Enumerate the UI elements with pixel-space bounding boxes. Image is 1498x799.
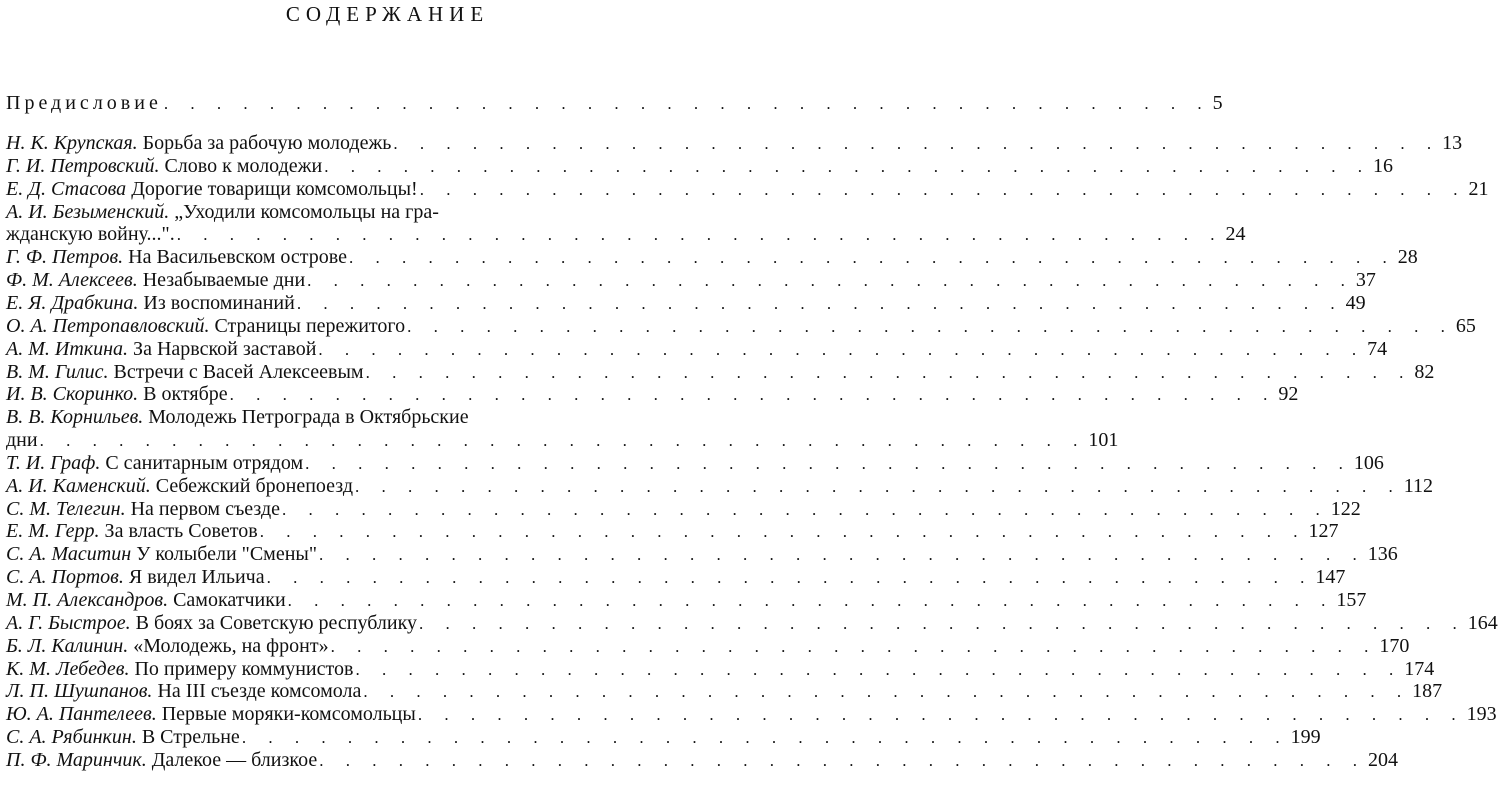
toc-entry-page: 187 [1412, 680, 1443, 702]
toc-entry-page: 136 [1367, 543, 1398, 565]
toc-entry [6, 475, 1434, 497]
toc-entry-page: 37 [1355, 269, 1376, 291]
toc-entry-text [6, 498, 280, 520]
toc-entry [6, 406, 674, 428]
toc-entry-author: В. М. Гилис. [6, 361, 109, 383]
dot-leader: . . . . . . . . . . . . . . . . . . . . . . . . . . . . . . . . . . . . . . . . [259, 522, 1307, 541]
toc-entry-author: Б. Л. Калинин. [6, 635, 129, 657]
toc-entry-page: 24 [1225, 223, 1246, 245]
dot-leader: . . . . . . . . . . . . . . . . . . . . . . . . . . . . . . . . . . . . . . . . [324, 157, 1371, 176]
dot-leader: . . . . . . . . . . . . . . . . . . . . . . . . . . . . . . . . . . . . . . . . [365, 363, 1413, 382]
toc-entry [6, 292, 1366, 314]
toc-entry [6, 246, 1418, 268]
toc-entry-title: Я видел Ильича [128, 566, 265, 588]
toc-entry-page: 13 [1442, 132, 1463, 154]
toc-entry-author: Ю. А. Пантелеев. [6, 703, 157, 725]
toc-entry-text [6, 658, 353, 680]
toc-entry-title: За Нарвской заставой [133, 338, 317, 360]
toc-entry-text [6, 246, 347, 268]
toc-entry-continuation [6, 223, 1246, 245]
toc-entry-text [6, 749, 317, 771]
toc-entry-page: 21 [1468, 178, 1489, 200]
dot-leader: . . . . . . . . . . . . . . . . . . . . . . . . . . . . . . . . . . . . . . . . [296, 294, 1344, 313]
toc-entry-page: 122 [1330, 498, 1361, 520]
toc-entry-text [6, 635, 329, 657]
dot-leader: . . . . . . . . . . . . . . . . . . . . . . . . . . . . . . . . . . . . . . . . [176, 225, 1224, 244]
toc-entry-page: 127 [1308, 520, 1339, 542]
toc-entry [6, 543, 1398, 565]
toc-entry-title: За власть Советов [104, 520, 258, 542]
dot-leader: . . . . . . . . . . . . . . . . . . . . . . . . . . . . . . . . . . . . . . . . [287, 591, 1335, 610]
toc-entry [6, 338, 1388, 360]
dot-leader: . . . . . . . . . . . . . . . . . . . . . . . . . . . . . . . . . . . . . . . . [39, 431, 1087, 450]
toc-entry-text [6, 566, 265, 588]
toc-entry-text [6, 155, 322, 177]
toc-entry-title: „Уходили комсомольцы на гра- [174, 201, 439, 223]
toc-entry-text [6, 543, 317, 565]
toc-entry [6, 680, 1443, 702]
toc-entry-page: 101 [1088, 429, 1119, 451]
toc-entry-title: дни [6, 429, 38, 451]
dot-leader: . . . . . . . . . . . . . . . . . . . . . . . . . . . . . . . . . . . . . . . . [363, 682, 1411, 701]
toc-entry [6, 566, 1346, 588]
toc-entry-text [6, 612, 417, 634]
toc-entry-text [6, 589, 286, 611]
toc-entry-text [6, 223, 175, 245]
toc-entry [6, 749, 1398, 771]
toc-entry-author: Т. И. Граф. [6, 452, 101, 474]
toc-entry-title: Борьба за рабочую молодежь [142, 132, 392, 154]
dot-leader: . . . . . . . . . . . . . . . . . . . . . . . . . . . . . . . . . . . . . . . . [419, 180, 1467, 199]
toc-entry [6, 498, 1361, 520]
toc-entry-author: А. И. Каменский. [6, 475, 151, 497]
toc-entry-text [6, 292, 295, 314]
toc-entry-title: жданскую войну...". [6, 223, 175, 245]
toc-entry-text [6, 361, 364, 383]
dot-leader: . . . . . . . . . . . . . . . . . . . . . . . . . . . . . . . . . . . . . . . . [419, 614, 1466, 633]
toc-entry-page: 5 [1212, 92, 1223, 114]
toc-entry [6, 612, 1498, 634]
toc-entry-page: 112 [1403, 475, 1434, 497]
dot-leader: . . . . . . . . . . . . . . . . . . . . . . . . . . . . . . . . . . . . . . . . [266, 568, 1314, 587]
page-title: СОДЕРЖАНИЕ [285, 2, 490, 26]
dot-leader: . . . . . . . . . . . . . . . . . . . . . . . . . . . . . . . . . . . . . . . . [319, 751, 1366, 770]
dot-leader: . . . . . . . . . . . . . . . . . . . . . . . . . . . . . . . . . . . . . . . . [319, 545, 1366, 564]
toc-entry-text [6, 726, 240, 748]
toc-entry-page: 106 [1353, 452, 1384, 474]
dot-leader: . . . . . . . . . . . . . . . . . . . . . . . . . . . . . . . . . . . . . . . . [282, 500, 1329, 519]
toc-entry-title: «Молодежь, на фронт» [133, 635, 329, 657]
toc-entry-title: Далекое — близкое [151, 749, 318, 771]
toc-entry-author: А. Г. Быстрое. [6, 612, 131, 634]
toc-entry-title: Слово к молодежи [164, 155, 323, 177]
toc-entry-page: 193 [1466, 703, 1497, 725]
toc-entry-page: 65 [1455, 315, 1476, 337]
toc-entry [6, 155, 1393, 177]
toc-entry-page: 147 [1315, 566, 1346, 588]
toc-entry-author: Н. К. Крупская. [6, 132, 138, 154]
toc-entry-author: Е. Д. Стасова [6, 178, 127, 200]
toc-entry-text [6, 383, 228, 405]
toc-entry-text [6, 132, 391, 154]
toc-entry-author: А. М. Иткина. [6, 338, 129, 360]
toc-entry-author: С. М. Телегин. [6, 498, 126, 520]
toc-entry-title: Дорогие товарищи комсомольцы! [131, 178, 418, 200]
toc-entry-text [6, 178, 418, 200]
toc-entry [6, 315, 1476, 337]
toc-entry-text [6, 680, 361, 702]
dot-leader: . . . . . . . . . . . . . . . . . . . . . . . . . . . . . . . . . . . . . . . . [355, 660, 1403, 679]
toc-entry-page: 174 [1404, 658, 1435, 680]
toc-entry-author: А. И. Безыменский. [6, 201, 170, 223]
toc-entry-text [6, 475, 353, 497]
toc-entry-text [6, 338, 316, 360]
toc-entry-page: 16 [1372, 155, 1393, 177]
toc-entry-title: Встречи с Васей Алексеевым [113, 361, 364, 383]
dot-leader: . . . . . . . . . . . . . . . . . . . . . . . . . . . . . . . . . . . . . . . . [417, 705, 1465, 724]
dot-leader: . . . . . . . . . . . . . . . . . . . . . . . . . . . . . . . . . . . . . . . . [330, 637, 1378, 656]
toc-entry [6, 269, 1376, 291]
toc-entry-text [6, 452, 303, 474]
toc-entry-author: К. М. Лебедев. [6, 658, 130, 680]
toc-entry-title: В Стрельне [141, 726, 240, 748]
toc-entry-text [6, 269, 305, 291]
toc-entry [6, 658, 1435, 680]
toc-entry-author: И. В. Скоринко. [6, 383, 139, 405]
toc-entry [6, 361, 1435, 383]
dot-leader: . . . . . . . . . . . . . . . . . . . . . . . . . . . . . . . . . . . . . . . . [229, 385, 1277, 404]
toc-entry-title: В боях за Советскую республику [135, 612, 418, 634]
toc-entry [6, 635, 1410, 657]
toc-entry-continuation [6, 429, 1119, 451]
toc-entry-title: По примеру коммунистов [134, 658, 354, 680]
toc-entry-page: 74 [1367, 338, 1388, 360]
toc-entry-page: 92 [1278, 383, 1299, 405]
toc-entry-author: Е. Я. Драбкина. [6, 292, 139, 314]
dot-leader: . . . . . . . . . . . . . . . . . . . . . . . . . . . . . . . . . . . . . . . . [307, 271, 1354, 290]
toc-entry-author: С. А. Маситин [6, 543, 132, 565]
dot-leader: . . . . . . . . . . . . . . . . . . . . . . . . . . . . . . . . . . . . . . . . [355, 477, 1402, 496]
toc-entry-author: С. А. Рябинкин. [6, 726, 137, 748]
toc-entry-title: На Васильевском острове [128, 246, 347, 268]
dot-leader: . . . . . . . . . . . . . . . . . . . . . . . . . . . . . . . . . . . . . . . . [318, 340, 1366, 359]
toc-entry-author: С. А. Портов. [6, 566, 124, 588]
toc-entry [6, 520, 1339, 542]
toc-entry-page: 28 [1397, 246, 1418, 268]
toc-entry-page: 170 [1379, 635, 1410, 657]
toc-entry-title: С санитарным отрядом [105, 452, 304, 474]
toc-entry [6, 703, 1497, 725]
toc-entry-title: Страницы пережитого [214, 315, 406, 337]
toc-entry-title: У колыбели "Смены" [136, 543, 318, 565]
toc-entry-text [6, 520, 258, 542]
toc-entry-text [6, 315, 405, 337]
toc-entry-text [6, 703, 416, 725]
toc-entry-title: В октябре [143, 383, 228, 405]
dot-leader: . . . . . . . . . . . . . . . . . . . . . . . . . . . . . . . . . . . . . . . . [407, 317, 1454, 336]
dot-leader: . . . . . . . . . . . . . . . . . . . . . . . . . . . . . . . . . . . . . . . . [348, 248, 1396, 267]
toc-entry [6, 726, 1321, 748]
toc-entry-text [6, 406, 469, 428]
toc-entry-author: Е. М. Герр. [6, 520, 100, 542]
toc-entry [6, 589, 1367, 611]
toc-entry [6, 132, 1463, 154]
toc-entry [6, 383, 1299, 405]
toc-entry [6, 178, 1489, 200]
dot-leader: . . . . . . . . . . . . . . . . . . . . . . . . . . . . . . . . . . . . . . . . [393, 134, 1441, 153]
toc-entry-title: Предисловие [6, 92, 162, 114]
toc-entry-title: На первом съезде [130, 498, 281, 520]
toc-entry-author: П. Ф. Маринчик. [6, 749, 147, 771]
toc-entry-author: Л. П. Шушпанов. [6, 680, 153, 702]
toc-entry-author: Ф. М. Алексеев. [6, 269, 138, 291]
toc-entry-text [6, 429, 38, 451]
toc-entry-page: 49 [1345, 292, 1366, 314]
toc-entry-page: 157 [1336, 589, 1367, 611]
toc-entry-author: Г. Ф. Петров. [6, 246, 124, 268]
dot-leader: . . . . . . . . . . . . . . . . . . . . . . . . . . . . . . . . . . . . . . . . [163, 94, 1211, 113]
toc-entry-page: 82 [1414, 361, 1435, 383]
toc-entry-title: Самокатчики [173, 589, 286, 611]
toc-entry [6, 452, 1384, 474]
toc-entry-title: Молодежь Петрограда в Октябрьские [148, 406, 469, 428]
toc-entry [6, 201, 674, 223]
toc-entry-title: На III съезде комсомола [157, 680, 362, 702]
toc-entry-title: Первые моряки-комсомольцы [161, 703, 416, 725]
toc-entry-author: Г. И. Петровский. [6, 155, 160, 177]
dot-leader: . . . . . . . . . . . . . . . . . . . . . . . . . . . . . . . . . . . . . . . . [241, 728, 1289, 747]
toc-entry-author: В. В. Корнильев. [6, 406, 144, 428]
toc-entry-title: Из воспоминаний [143, 292, 295, 314]
toc-entry-title: Себежский бронепоезд [155, 475, 353, 497]
toc-entry-text [6, 92, 162, 114]
toc-entry-page: 164 [1467, 612, 1498, 634]
dot-leader: . . . . . . . . . . . . . . . . . . . . . . . . . . . . . . . . . . . . . . . . [305, 454, 1352, 473]
toc-entry-title: Незабываемые дни [142, 269, 306, 291]
toc-entry-page: 204 [1367, 749, 1398, 771]
toc-entry-author: М. П. Александров. [6, 589, 169, 611]
toc-preface [6, 92, 1223, 114]
toc-entry-text [6, 201, 439, 223]
toc-entry-page: 199 [1290, 726, 1321, 748]
toc-entry-author: О. А. Петропавловский. [6, 315, 210, 337]
